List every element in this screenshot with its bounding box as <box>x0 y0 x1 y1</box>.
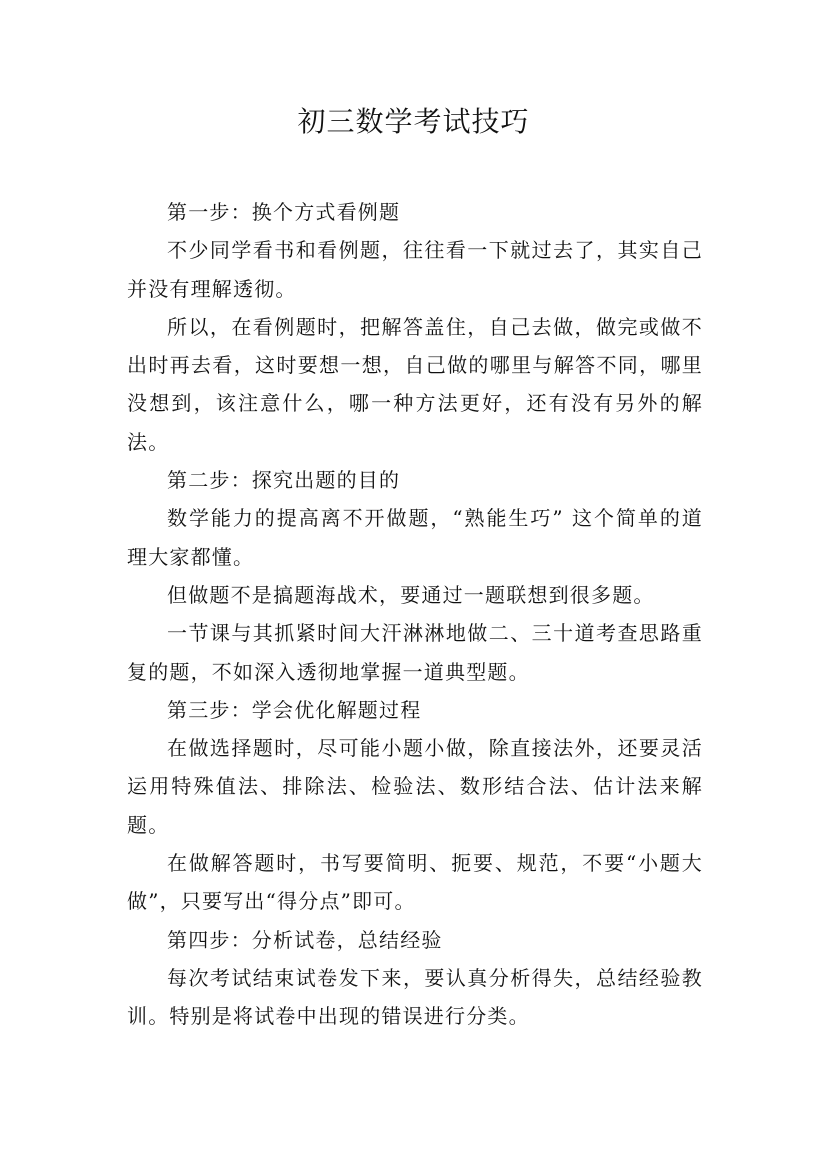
paragraph: 在做选择题时，尽可能小题小做，除直接法外，还要灵活运用特殊值法、排除法、检验法、数形结合法、估计法来解题。 <box>127 736 703 837</box>
document-title: 初三数学考试技巧 <box>297 105 530 138</box>
heading-step-4: 第四步：分析试卷，总结经验 <box>167 927 443 952</box>
paragraph: 一节课与其抓紧时间大汗淋淋地做二、三十道考查思路重复的题，不如深入透彻地掌握一道典型题。 <box>127 621 703 684</box>
document-body <box>127 193 703 1036</box>
paragraph: 数学能力的提高离不开做题，“熟能生巧” 这个简单的道理大家都懂。 <box>127 506 703 569</box>
paragraph: 但做题不是搞题海战术，要通过一题联想到很多题。 <box>167 582 655 607</box>
heading-step-2: 第二步：探究出题的目的 <box>167 468 401 493</box>
heading-step-3: 第三步：学会优化解题过程 <box>167 697 422 722</box>
heading-step-1: 第一步：换个方式看例题 <box>167 200 401 224</box>
paragraph: 在做解答题时，书写要简明、扼要、规范，不要“小题大做”，只要写出“得分点”即可。 <box>127 851 703 914</box>
paragraph: 不少同学看书和看例题，往往看一下就过去了，其实自己并没有理解透彻。 <box>127 238 703 301</box>
paragraph: 所以，在看例题时，把解答盖住，自己去做，做完或做不出时再去看，这时要想一想，自己做的哪里与解答不同，哪里没想到，该注意什么，哪一种方法更好，还有没有另外的解法。 <box>127 314 703 454</box>
paragraph: 每次考试结束试卷发下来，要认真分析得失，总结经验教训。特别是将试卷中出现的错误进行分类。 <box>127 965 703 1029</box>
